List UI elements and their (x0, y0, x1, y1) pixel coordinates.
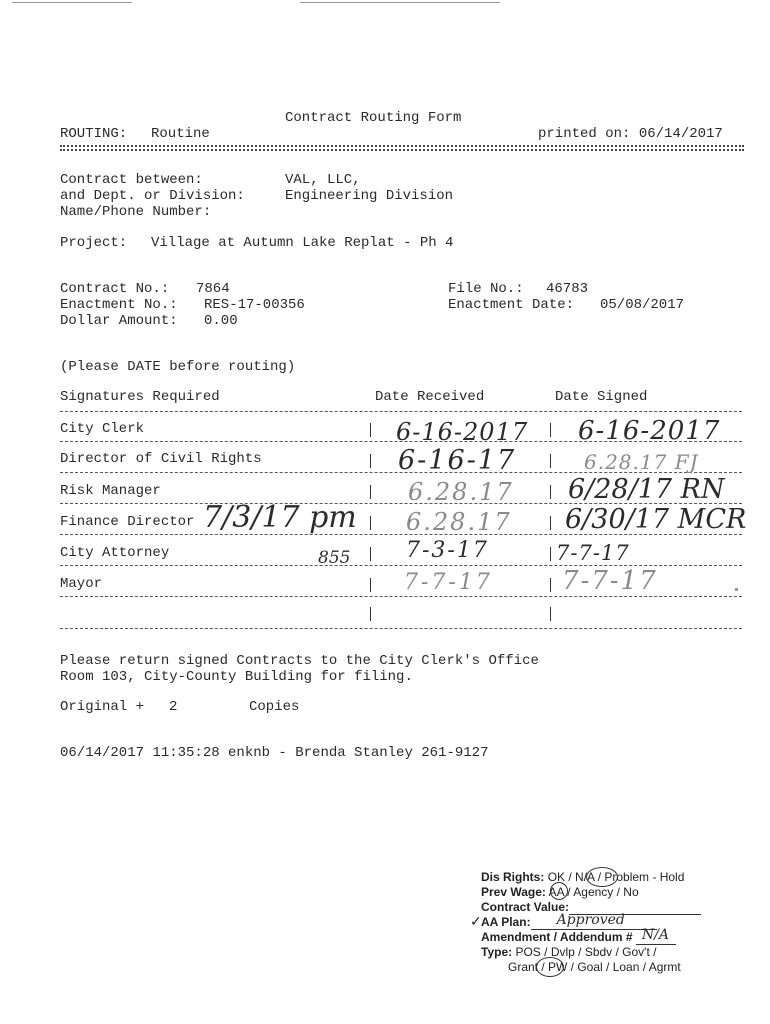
contract-between-label: Contract between: (60, 172, 203, 188)
date-signed-mayor: 7-7-17 (562, 566, 658, 596)
role-finance-director: Finance Director (60, 514, 195, 530)
enactment-date-label: Enactment Date: (448, 297, 575, 313)
column-separator (370, 454, 371, 468)
check-mark-icon: ✓ (470, 913, 482, 929)
project-label: Project: (60, 235, 128, 251)
printed-by-line: 06/14/2017 11:35:28 enknb - Brenda Stanley 261-9127 (60, 745, 489, 761)
project-value: Village at Autumn Lake Replat - Ph 4 (151, 235, 454, 251)
column-separator (370, 516, 371, 530)
scan-artifact (735, 588, 738, 591)
date-received-risk-manager: 6.28.17 (408, 478, 514, 506)
file-no-label: File No.: (448, 281, 524, 297)
date-signed-city-clerk: 6-16-2017 (578, 416, 721, 446)
role-mayor: Mayor (60, 576, 103, 592)
column-separator (550, 454, 551, 468)
date-signed-city-attorney: 7-7-17 (556, 541, 630, 565)
file-no-value: 46783 (546, 281, 589, 297)
dis-rights-label: Dis Rights: (481, 870, 545, 884)
col-signatures-required: Signatures Required (60, 389, 220, 405)
contract-value-label: Contract Value: (481, 900, 570, 914)
type-label: Type: (481, 945, 513, 959)
date-received-city-attorney: 7-3-17 (406, 538, 489, 563)
original-label: Original + (60, 699, 145, 715)
form-title: Contract Routing Form (285, 110, 462, 126)
routing-label: ROUTING: (60, 126, 128, 142)
date-signed-civil-rights: 6.28.17 FJ (584, 450, 699, 474)
type-options-line1: POS / Dvlp / Sbdv / Gov't / (515, 945, 657, 959)
date-note: (Please DATE before routing) (60, 359, 296, 375)
row-divider (60, 628, 742, 629)
amendment-blank (636, 927, 676, 945)
scan-artifact (300, 2, 500, 3)
review-stamp (470, 870, 721, 975)
column-separator (370, 578, 371, 592)
scan-artifact (12, 2, 132, 3)
contract-no-label: Contract No.: (60, 281, 170, 297)
aa-plan-blank (531, 912, 657, 930)
date-signed-risk-manager: 6/28/17 RN (568, 474, 725, 505)
pw-circle (536, 957, 564, 977)
enactment-no-value: RES-17-00356 (204, 297, 305, 313)
column-separator (550, 423, 551, 437)
date-signed-finance-director: 6/30/17 MCR (565, 504, 747, 535)
column-separator (370, 547, 371, 561)
dollar-amount-label: Dollar Amount: (60, 313, 178, 329)
role-director-civil-rights: Director of Civil Rights (60, 451, 262, 467)
routing-value: Routine (151, 126, 210, 142)
column-separator (550, 547, 551, 561)
copies-count: 2 (169, 699, 178, 715)
contract-no-value: 7864 (196, 281, 230, 297)
dept-value: Engineering Division (285, 188, 454, 204)
column-separator (550, 485, 551, 499)
city-attorney-note: 855 (318, 548, 351, 568)
return-instructions-line1: Please return signed Contracts to the City Clerk's Office (60, 653, 539, 669)
finance-director-note: 7/3/17 pm (203, 500, 357, 535)
prev-wage-label: Prev Wage: (481, 885, 546, 899)
amendment-value: N/A (641, 927, 669, 943)
dollar-amount-value: 0.00 (204, 313, 238, 329)
role-city-attorney: City Attorney (60, 545, 170, 561)
column-separator (370, 607, 371, 621)
n-a-circle (586, 867, 618, 887)
date-received-civil-rights: 6-16-17 (398, 445, 517, 476)
enactment-no-label: Enactment No.: (60, 297, 178, 313)
aa-plan-value: Approved (556, 912, 625, 928)
aa-plan-label: AA Plan: (481, 915, 531, 929)
date-received-mayor: 7-7-17 (404, 570, 493, 595)
column-separator (550, 516, 551, 530)
column-separator (370, 423, 371, 437)
aa-circle (550, 882, 568, 900)
col-date-signed: Date Signed (555, 389, 648, 405)
contract-between-value: VAL, LLC, (285, 172, 361, 188)
printed-on: printed on: 06/14/2017 (538, 126, 723, 142)
row-divider (60, 596, 742, 597)
return-instructions-line2: Room 103, City-County Building for filing. (60, 669, 413, 685)
column-separator (550, 578, 551, 592)
date-received-finance-director: 6.28.17 (406, 508, 512, 536)
name-phone-label: Name/Phone Number: (60, 204, 212, 220)
column-separator (550, 607, 551, 621)
amendment-label: Amendment / Addendum # (481, 930, 633, 944)
header-divider (60, 145, 744, 151)
role-risk-manager: Risk Manager (60, 483, 161, 499)
row-divider (60, 411, 742, 412)
dis-rights-options: OK / N/A / Problem - Hold (547, 870, 685, 884)
role-city-clerk: City Clerk (60, 421, 145, 437)
dept-label: and Dept. or Division: (60, 188, 245, 204)
column-separator (370, 485, 371, 499)
copies-label: Copies (249, 699, 300, 715)
prev-wage-options: AA / Agency / No (548, 885, 639, 899)
col-date-received: Date Received (375, 389, 485, 405)
date-received-city-clerk: 6-16-2017 (396, 418, 529, 446)
enactment-date-value: 05/08/2017 (600, 297, 685, 313)
type-options-line2: Grant / PW / Goal / Loan / Agrmt (508, 960, 681, 974)
